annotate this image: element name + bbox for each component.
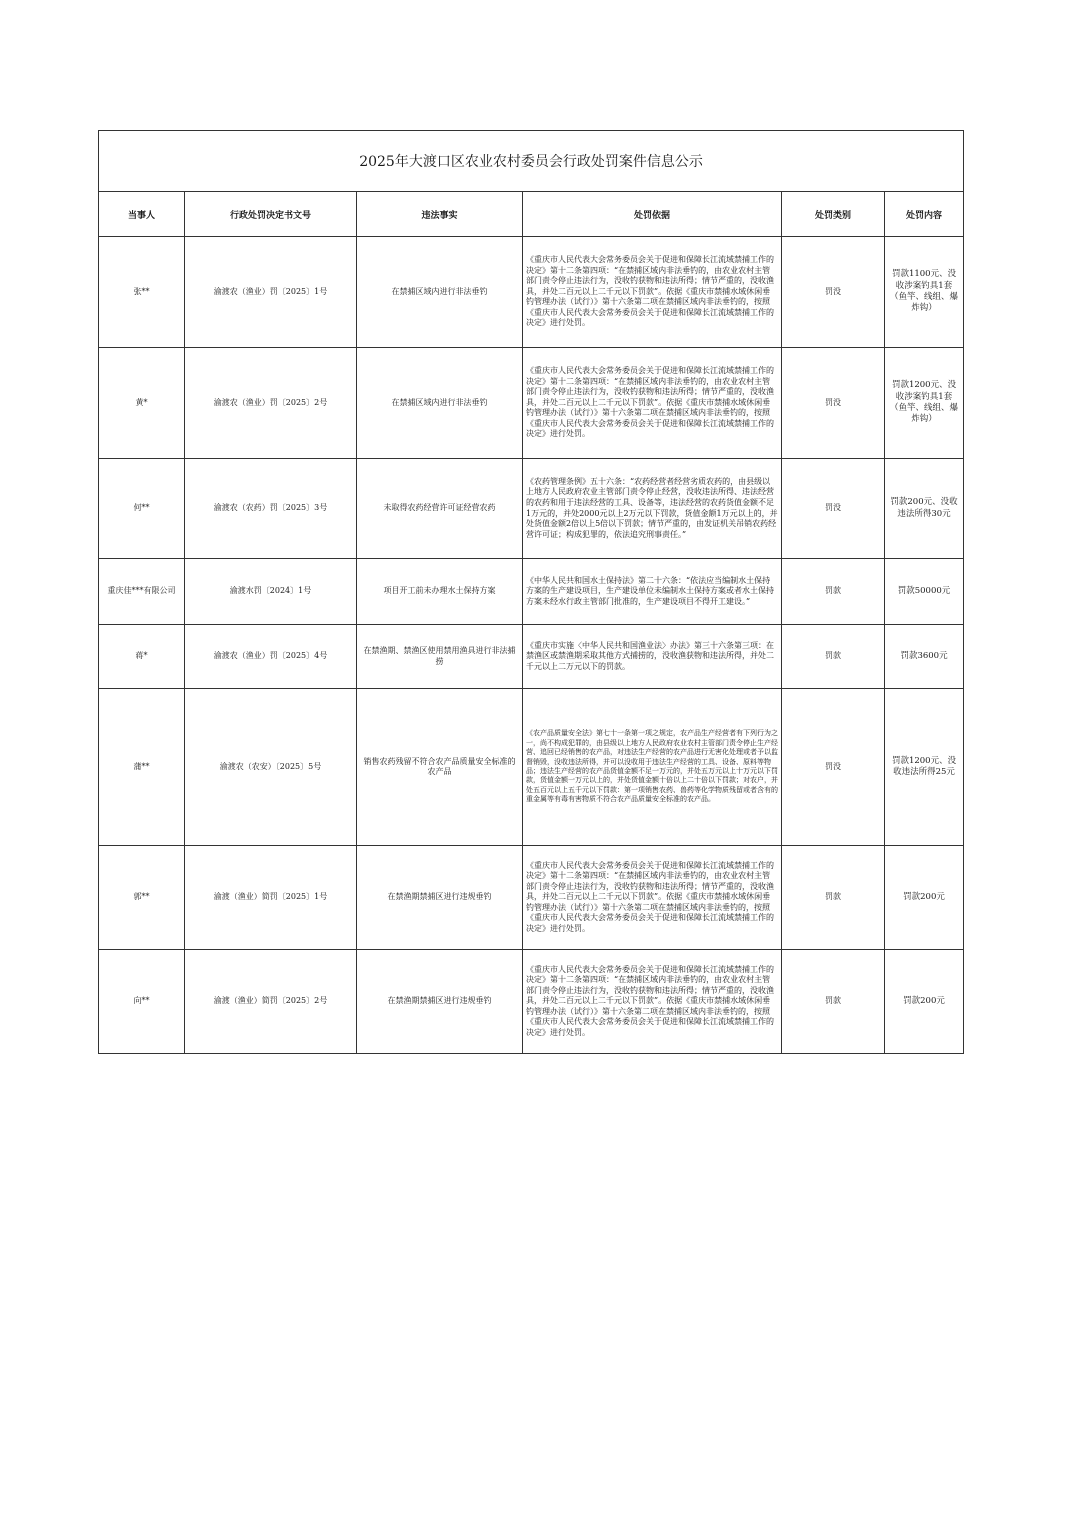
content-cell: 罚款200元 bbox=[885, 846, 964, 950]
category-cell: 罚没 bbox=[782, 237, 885, 348]
content-cell: 罚款200元 bbox=[885, 950, 964, 1054]
fact-cell: 在禁捕区域内进行非法垂钓 bbox=[357, 348, 523, 459]
content-cell: 罚款3600元 bbox=[885, 625, 964, 689]
content-cell: 罚款200元、没收违法所得30元 bbox=[885, 459, 964, 559]
basis-cell: 《中华人民共和国水土保持法》第二十六条：“依法应当编制水土保持方案的生产建设项目，生产建设单位未编制水土保持方案或者水土保持方案未经水行政主管部门批准的，生产建设项目不得开工建设。” bbox=[523, 559, 782, 625]
party-cell: 郭** bbox=[99, 846, 185, 950]
penalty-table bbox=[98, 130, 964, 1054]
content-cell: 罚款1200元、没收涉案钓具1套（鱼竿、线组、爆炸钩） bbox=[885, 348, 964, 459]
party-cell: 向** bbox=[99, 950, 185, 1054]
party-cell: 蒲** bbox=[99, 689, 185, 846]
table-row bbox=[99, 559, 964, 625]
table-row bbox=[99, 237, 964, 348]
table-row bbox=[99, 459, 964, 559]
header-content: 处罚内容 bbox=[885, 192, 964, 237]
fact-cell: 未取得农药经营许可证经营农药 bbox=[357, 459, 523, 559]
category-cell: 罚款 bbox=[782, 559, 885, 625]
doc-no-cell: 渝渡农（农药）罚〔2025〕3号 bbox=[185, 459, 357, 559]
fact-cell: 在禁渔期禁捕区进行违规垂钓 bbox=[357, 846, 523, 950]
category-cell: 罚没 bbox=[782, 459, 885, 559]
table-row bbox=[99, 950, 964, 1054]
party-cell: 重庆佳***有限公司 bbox=[99, 559, 185, 625]
table-row bbox=[99, 846, 964, 950]
header-basis: 处罚依据 bbox=[523, 192, 782, 237]
party-cell: 蒋* bbox=[99, 625, 185, 689]
table-row bbox=[99, 689, 964, 846]
header-row bbox=[99, 192, 964, 237]
basis-cell: 《重庆市实施〈中华人民共和国渔业法〉办法》第三十六条第三项：在禁渔区或禁渔期采取其他方式捕捞的，没收渔获物和违法所得，并处二千元以上二万元以下的罚款。 bbox=[523, 625, 782, 689]
table-row bbox=[99, 348, 964, 459]
party-cell: 张** bbox=[99, 237, 185, 348]
party-cell: 何** bbox=[99, 459, 185, 559]
basis-cell: 《重庆市人民代表大会常务委员会关于促进和保障长江流域禁捕工作的决定》第十二条第四项：“在禁捕区域内非法垂钓的，由农业农村主管部门责令停止违法行为，没收钓获物和违法所得；情节严重的，没收渔具，并处二百元以上二千元以下罚款”。依据《重庆市禁捕水域休闲垂钓管理办法（试行）》第十六条第二项在禁捕区域内非法垂钓的，按照《重庆市人民代表大会常务委员会关于促进和保障长江流域禁捕工作的决定》进行处罚。 bbox=[523, 950, 782, 1054]
fact-cell: 在禁渔期禁捕区进行违规垂钓 bbox=[357, 950, 523, 1054]
doc-no-cell: 渝渡水罚〔2024〕1号 bbox=[185, 559, 357, 625]
fact-cell: 在禁渔期、禁渔区使用禁用渔具进行非法捕捞 bbox=[357, 625, 523, 689]
basis-cell: 《重庆市人民代表大会常务委员会关于促进和保障长江流域禁捕工作的决定》第十二条第四项：“在禁捕区域内非法垂钓的，由农业农村主管部门责令停止违法行为，没收钓获物和违法所得；情节严重的，没收渔具，并处二百元以上二千元以下罚款”。依据《重庆市禁捕水域休闲垂钓管理办法（试行）》第十六条第二项在禁捕区域内非法垂钓的，按照《重庆市人民代表大会常务委员会关于促进和保障长江流域禁捕工作的决定》进行处罚。 bbox=[523, 846, 782, 950]
header-fact: 违法事实 bbox=[357, 192, 523, 237]
doc-no-cell: 渝渡农（渔业）罚〔2025〕2号 bbox=[185, 348, 357, 459]
header-doc-no: 行政处罚决定书文号 bbox=[185, 192, 357, 237]
content-cell: 罚款1200元、没收违法所得25元 bbox=[885, 689, 964, 846]
fact-cell: 销售农药残留不符合农产品质量安全标准的农产品 bbox=[357, 689, 523, 846]
basis-cell: 《重庆市人民代表大会常务委员会关于促进和保障长江流域禁捕工作的决定》第十二条第四项：“在禁捕区域内非法垂钓的，由农业农村主管部门责令停止违法行为，没收钓获物和违法所得；情节严重的，没收渔具，并处二百元以上二千元以下罚款”。依据《重庆市禁捕水域休闲垂钓管理办法（试行）》第十六条第二项在禁捕区域内非法垂钓的，按照《重庆市人民代表大会常务委员会关于促进和保障长江流域禁捕工作的决定》进行处罚。 bbox=[523, 237, 782, 348]
doc-no-cell: 渝渡（渔业）简罚〔2025〕2号 bbox=[185, 950, 357, 1054]
basis-cell: 《重庆市人民代表大会常务委员会关于促进和保障长江流域禁捕工作的决定》第十二条第四项：“在禁捕区域内非法垂钓的，由农业农村主管部门责令停止违法行为，没收钓获物和违法所得；情节严重的，没收渔具，并处二百元以上二千元以下罚款”。依据《重庆市禁捕水域休闲垂钓管理办法（试行）》第十六条第二项在禁捕区域内非法垂钓的，按照《重庆市人民代表大会常务委员会关于促进和保障长江流域禁捕工作的决定》进行处罚。 bbox=[523, 348, 782, 459]
category-cell: 罚没 bbox=[782, 689, 885, 846]
doc-no-cell: 渝渡农（渔业）罚〔2025〕4号 bbox=[185, 625, 357, 689]
fact-cell: 在禁捕区域内进行非法垂钓 bbox=[357, 237, 523, 348]
category-cell: 罚款 bbox=[782, 950, 885, 1054]
party-cell: 黄* bbox=[99, 348, 185, 459]
content-cell: 罚款50000元 bbox=[885, 559, 964, 625]
doc-no-cell: 渝渡农（农安）〔2025〕5号 bbox=[185, 689, 357, 846]
basis-cell: 《农药管理条例》五十六条：“农药经营者经营劣质农药的，由县级以上地方人民政府农业主管部门责令停止经营，没收违法所得、违法经营的农药和用于违法经营的工具、设备等，违法经营的农药货值金额不足1万元的，并处2000元以上2万元以下罚款，货值金额1万元以上的，并处货值金额2倍以上5倍以下罚款；情节严重的，由发证机关吊销农药经营许可证；构成犯罪的，依法追究刑事责任。” bbox=[523, 459, 782, 559]
category-cell: 罚款 bbox=[782, 625, 885, 689]
doc-no-cell: 渝渡（渔业）简罚〔2025〕1号 bbox=[185, 846, 357, 950]
header-category: 处罚类别 bbox=[782, 192, 885, 237]
doc-no-cell: 渝渡农（渔业）罚〔2025〕1号 bbox=[185, 237, 357, 348]
page-title: 2025年大渡口区农业农村委员会行政处罚案件信息公示 bbox=[99, 131, 964, 192]
content-cell: 罚款1100元、没收涉案钓具1套（鱼竿、线组、爆炸钩） bbox=[885, 237, 964, 348]
table-row bbox=[99, 625, 964, 689]
category-cell: 罚款 bbox=[782, 846, 885, 950]
fact-cell: 项目开工前未办理水土保持方案 bbox=[357, 559, 523, 625]
header-party: 当事人 bbox=[99, 192, 185, 237]
category-cell: 罚没 bbox=[782, 348, 885, 459]
basis-cell: 《农产品质量安全法》第七十一条第一项之规定，农产品生产经营者有下列行为之一，尚不构成犯罪的，由县级以上地方人民政府农业农村主管部门责令停止生产经营、追回已经销售的农产品，对违法生产经营的农产品进行无害化处理或者予以监督销毁，没收违法所得，并可以没收用于违法生产经营的工具、设备、原料等物品；违法生产经营的农产品货值金额不足一万元的，并处五万元以上十万元以下罚款，货值金额一万元以上的，并处货值金额十倍以上二十倍以下罚款；对农户，并处五百元以上五千元以下罚款：第一项销售农药、兽药等化学物质残留或者含有的重金属等有毒有害物质不符合农产品质量安全标准的农产品。 bbox=[523, 689, 782, 846]
